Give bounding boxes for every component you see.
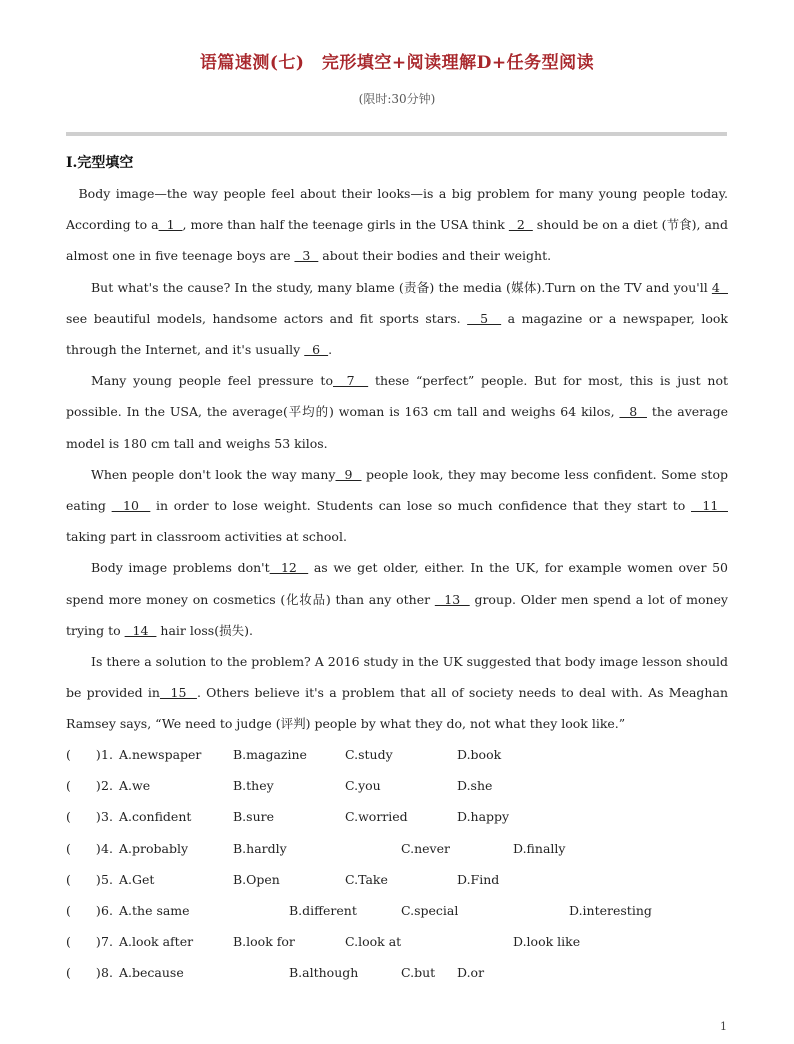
passage-text: people look, they may become less confident. Some stop eating <box>66 466 728 514</box>
passage-text: When people don't look the way many <box>91 466 336 482</box>
option-d: D.or <box>457 965 485 981</box>
option-b: B.hardly <box>233 840 287 856</box>
question-row <box>66 957 728 988</box>
passage-text: Body image—the way people feel about their looks—is a big problem for many young people today. According to a <box>66 186 728 233</box>
option-c: C.special <box>401 902 459 918</box>
question-row <box>66 895 728 926</box>
blank-number: 9 <box>335 466 362 482</box>
passage-text: , more than half the teenage girls in the USA think <box>182 217 509 233</box>
blank-number: 8 <box>619 404 647 420</box>
option-c: C.Take <box>345 871 388 887</box>
passage-text: Many young people feel pressure to <box>91 373 333 389</box>
question-number: 2. <box>101 778 113 794</box>
question-number: 4. <box>101 840 113 856</box>
passage-paragraph <box>66 552 728 646</box>
question-row <box>66 801 728 832</box>
passage-paragraph <box>66 272 728 366</box>
question-number: 8. <box>101 965 113 981</box>
option-a: A.the same <box>119 902 190 918</box>
blank-number: 13 <box>434 591 470 607</box>
option-a: A.we <box>119 778 151 794</box>
passage-text: But what's the cause? In the study, many blame (责备) the media (媒体).Turn on the TV and you'll <box>91 279 712 295</box>
time-limit: (限时:30分钟) <box>358 92 436 106</box>
question-list <box>66 739 728 989</box>
passage-text: a magazine or a newspaper, look through the Internet, and it's usually <box>66 310 728 358</box>
passage-text: Body image problems don't <box>91 560 270 576</box>
option-d: D.she <box>457 778 493 794</box>
blank-number: 7 <box>332 373 369 389</box>
answer-slot[interactable]: ( ) <box>66 934 101 950</box>
blank-number: 6 <box>304 342 329 358</box>
passage-paragraph <box>66 178 728 272</box>
passage-text: . Others believe it's a problem that all of society needs to deal with. As Meaghan Ramsey says, “We need to judge (评判) people by what they do, not what they look like.” <box>66 685 728 732</box>
answer-slot[interactable]: ( ) <box>66 778 101 794</box>
answer-slot[interactable]: ( ) <box>66 871 101 887</box>
question-row <box>66 833 728 864</box>
option-a: A.Get <box>119 871 155 887</box>
blank-number: 10 <box>111 498 151 514</box>
option-c: C.look at <box>345 934 402 950</box>
option-c: C.worried <box>345 809 408 825</box>
section-title: Ⅰ.完型填空 <box>66 155 134 171</box>
option-b: B.although <box>289 965 359 981</box>
option-d: D.finally <box>513 840 566 856</box>
option-b: B.different <box>289 902 357 918</box>
question-number: 1. <box>101 747 113 762</box>
passage-text: in order to lose weight. Students can lose so much confidence that they start to <box>150 498 691 514</box>
option-c: C.you <box>345 778 381 794</box>
passage-text: hair loss(损失). <box>156 622 253 638</box>
passage-text: . <box>328 342 333 358</box>
option-d: D.Find <box>457 871 500 887</box>
option-a: A.probably <box>119 840 189 856</box>
question-number: 3. <box>101 809 113 825</box>
answer-slot[interactable]: ( ) <box>66 809 101 825</box>
answer-slot[interactable]: ( ) <box>66 965 101 981</box>
answer-slot[interactable]: ( ) <box>66 747 101 762</box>
blank-number: 11 <box>691 498 728 514</box>
page-title: 语篇速测(七) 完形填空+阅读理解D+任务型阅读 <box>199 53 595 73</box>
cloze-passage <box>66 178 728 740</box>
passage-text: group. Older men spend a lot of money trying to <box>66 591 728 638</box>
passage-paragraph <box>66 365 728 459</box>
blank-number: 12 <box>269 560 309 576</box>
answer-slot[interactable]: ( ) <box>66 840 101 856</box>
passage-paragraph <box>66 646 728 740</box>
passage-text: Is there a solution to the problem? A 2016 study in the UK suggested that body image lesson should be provided in <box>66 654 728 701</box>
passage-text: as we get older, either. In the UK, for example women over 50 spend more money on cosmetics (化妆品) than any other <box>66 560 728 607</box>
option-d: D.look like <box>513 934 581 950</box>
question-number: 7. <box>101 934 113 950</box>
blank-number: 2 <box>508 217 533 233</box>
question-row <box>66 739 728 770</box>
blank-number: 15 <box>159 685 197 701</box>
option-b: B.magazine <box>233 747 307 762</box>
page-number: 1 <box>720 1020 727 1033</box>
question-row <box>66 770 728 801</box>
option-a: A.newspaper <box>119 747 202 762</box>
option-a: A.look after <box>119 934 194 950</box>
option-b: B.look for <box>233 934 295 950</box>
option-c: C.but <box>401 965 436 981</box>
passage-text: the average model is 180 cm tall and weighs 53 kilos. <box>66 404 728 451</box>
answer-slot[interactable]: ( ) <box>66 902 101 918</box>
blank-number: 14 <box>124 622 157 638</box>
option-b: B.they <box>233 778 274 794</box>
option-d: D.happy <box>457 809 510 825</box>
option-b: B.sure <box>233 809 274 825</box>
option-a: A.confident <box>119 809 192 825</box>
blank-number: 3 <box>294 248 319 264</box>
question-row <box>66 926 728 957</box>
blank-number: 4 <box>711 279 728 295</box>
passage-paragraph <box>66 459 728 553</box>
blank-number: 5 <box>467 310 502 326</box>
divider <box>66 132 727 136</box>
passage-text: taking part in classroom activities at school. <box>66 529 347 545</box>
passage-text: see beautiful models, handsome actors and fit sports stars. <box>66 310 468 326</box>
question-row <box>66 864 728 895</box>
passage-text: about their bodies and their weight. <box>318 248 552 264</box>
option-a: A.because <box>119 965 184 981</box>
option-b: B.Open <box>233 871 280 887</box>
passage-text: these “perfect” people. But for most, this is just not possible. In the USA, the average(平均的) woman is 163 cm tall and weighs 64 kilos, <box>66 373 728 420</box>
option-d: D.interesting <box>569 902 652 918</box>
option-c: C.never <box>401 840 450 856</box>
blank-number: 1 <box>158 217 183 233</box>
option-c: C.study <box>345 747 393 762</box>
question-number: 6. <box>101 902 113 918</box>
passage-text: should be on a diet (节食), and almost one in five teenage boys are <box>66 217 728 264</box>
question-number: 5. <box>101 871 113 887</box>
option-d: D.book <box>457 747 502 762</box>
